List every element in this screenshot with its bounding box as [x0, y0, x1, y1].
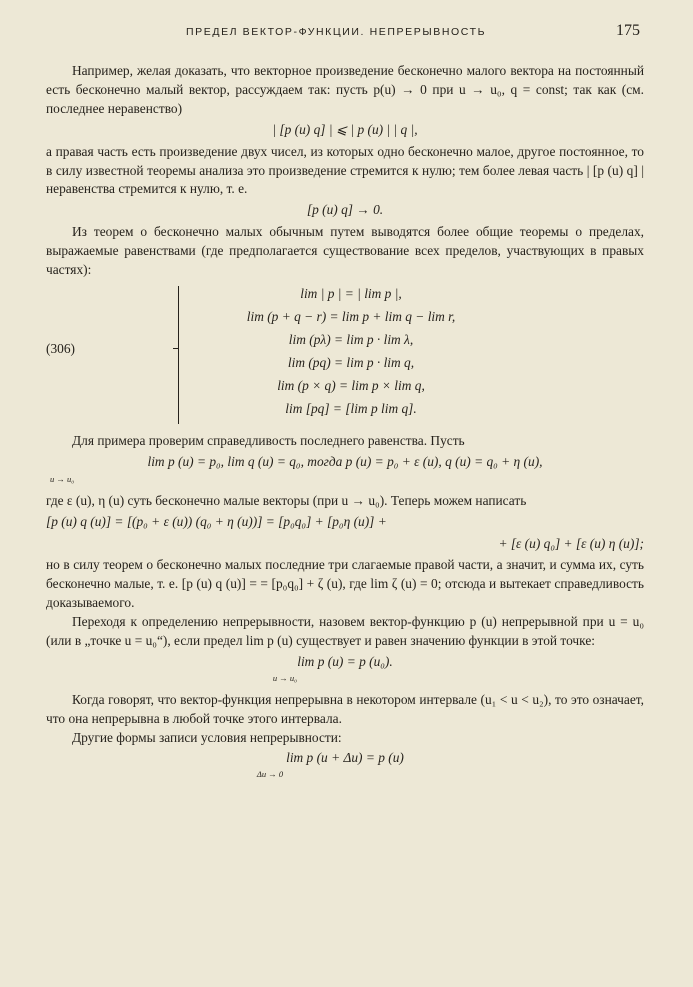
limit-subscript: Δu → 0: [256, 769, 284, 780]
formula-expansion-2: + [ε (u) q₀] + [ε (u) η (u)];: [498, 535, 644, 551]
paragraph-7: Переходя к определению непрерывности, назовем вектор-функцию p (u) непрерывной при u = u₀ (или в „точке u = u₀“), если предел lim p (u) существует и равен значению функции в этой точке:: [46, 614, 644, 649]
equation-line: lim [pq] = [lim p lim q].: [285, 400, 417, 416]
formula-continuity: lim p (u) = p (u₀).: [297, 653, 393, 669]
paragraph-2: а правая часть есть произведение двух чисел, из которых одно бесконечно малое, другое постоянное, то в силу известной теоремы анализа это произведение стремится к нулю; тем более левая часть | [p (u) q] | неравенства стремится к нулю, т. е.: [46, 143, 644, 197]
paragraph-8: Когда говорят, что вектор-функция непрерывна в некотором интервале (u₁ < u < u₂), то это означает, что она непрерывна в любой точке этого интервала.: [46, 691, 644, 726]
page-number: 175: [616, 22, 640, 39]
left-brace: [178, 286, 185, 424]
formula-expansion-1: [p (u) q (u)] = [(p₀ + ε (u)) (q₀ + η (u))] = [p₀q₀] + [p₀η (u)] +: [46, 513, 387, 529]
equation-number: (306): [46, 340, 76, 356]
formula-definitions: [46, 453, 644, 472]
paragraph-5: где ε (u), η (u) суть бесконечно малые векторы (при u → u₀). Теперь можем написать: [46, 492, 527, 508]
paragraph-9: Другие формы записи условия непрерывности:: [72, 729, 342, 745]
formula-continuity-alt-sub: [46, 764, 644, 784]
limit-subscript: u → u₀: [50, 473, 75, 484]
paragraph-3: Из теорем о бесконечно малых обычным путем выводятся более общие теоремы о пределах, выражаемые равенствами (где предполагается существование всех пределов, участвующих в правых частях):: [46, 224, 644, 278]
equation-line: lim | p | = | lim p |,: [300, 285, 402, 301]
formula-inequality: | [p (u) q] | ⩽ | p (u) | | q |,: [272, 121, 418, 137]
equation-line: lim (pλ) = lim p · lim λ,: [288, 331, 414, 347]
equation-lines: [186, 282, 516, 420]
running-head: ПРЕДЕЛ ВЕКТОР-ФУНКЦИИ. НЕПРЕРЫВНОСТЬ: [186, 26, 487, 38]
paragraph-4: Для примера проверим справедливость последнего равенства. Пусть: [72, 432, 465, 448]
formula-definitions-text: lim p (u) = p₀, lim q (u) = q₀, тогда p (u) = p₀ + ε (u), q (u) = q₀ + η (u),: [147, 453, 543, 469]
formula-continuity-alt: lim p (u + Δu) = p (u): [286, 750, 404, 766]
formula-continuity-sub: [46, 668, 644, 688]
limit-subscript: u → u₀: [272, 672, 298, 683]
equation-block-306: [46, 282, 644, 428]
page-body: [46, 62, 644, 787]
paragraph-1: Например, желая доказать, что векторное произведение бесконечно малого вектора на постоянный есть бесконечно малый вектор, рассуждаем так: пусть p(u) → 0 при u → u₀, q = const; так как (см. последнее неравенство): [46, 63, 644, 116]
equation-line: lim (p + q − r) = lim p + lim q − lim r,: [246, 308, 456, 324]
page-header: [0, 22, 693, 42]
paragraph-6: но в силу теорем о бесконечно малых последние три слагаемые правой части, а значит, и сумма их, суть бесконечно малые, т. е. [p (u) q (u)] = = [p₀q₀] + ζ (u), где lim ζ (u) = 0; отсюда и вытекает справедливость доказываемого.: [46, 557, 644, 611]
equation-line: lim (p × q) = lim p × lim q,: [277, 377, 425, 393]
formula-limit-zero: [p (u) q] → 0.: [306, 202, 384, 218]
equation-line: lim (pq) = lim p · lim q,: [287, 354, 415, 370]
